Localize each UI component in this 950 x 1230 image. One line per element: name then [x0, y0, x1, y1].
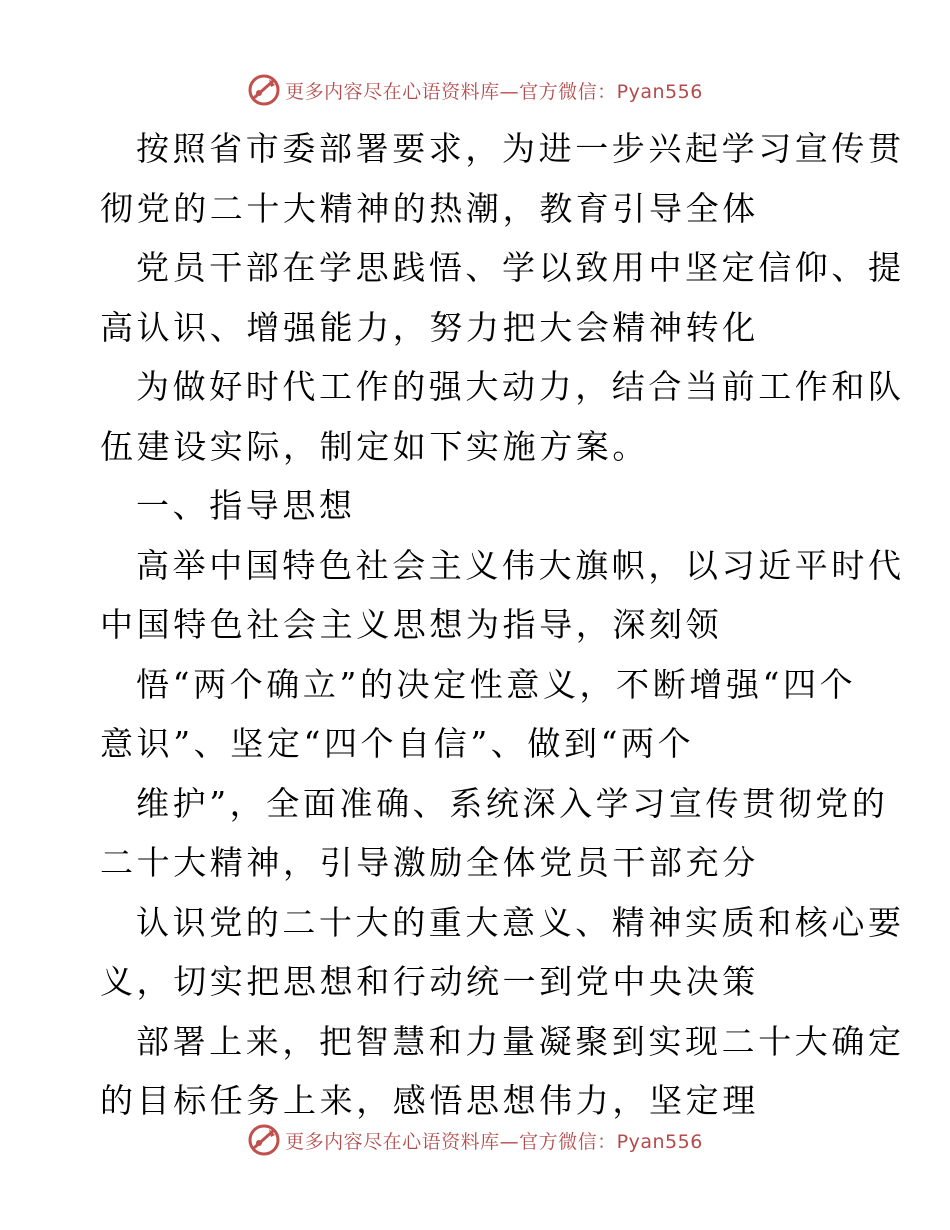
text-line: 部署上来，把智慧和力量凝聚到实现二十大确定 [136, 1021, 905, 1061]
text-line: 意识”、坚定“四个自信”、做到“两个 [100, 724, 695, 763]
text-line: 党员干部在学思践悟、学以致用中坚定信仰、提 [136, 248, 905, 287]
section-heading: 一、指导思想 [136, 486, 356, 525]
text-line: 二十大精神，引导激励全体党员干部充分 [100, 843, 759, 882]
footer-watermark [0, 1120, 950, 1160]
text-line: 悟“两个确立”的决定性意义，不断增强“四个 [136, 664, 857, 704]
watermark-text: 更多内容尽在心语资料库—官方微信：Pyan556 [285, 80, 703, 103]
watermark-text: 更多内容尽在心语资料库—官方微信：Pyan556 [285, 1130, 703, 1153]
header-watermark [0, 70, 950, 110]
text-line: 伍建设实际，制定如下实施方案。 [100, 426, 649, 466]
text-line: 高举中国特色社会主义伟大旗帜，以习近平时代 [136, 545, 905, 585]
text-line: 按照省市委部署要求，为进一步兴起学习宣传贯 [136, 129, 905, 168]
text-line: 中国特色社会主义思想为指导，深刻领 [100, 605, 723, 644]
watermark-logo-icon [247, 73, 281, 107]
text-line: 为做好时代工作的强大动力，结合当前工作和队 [136, 367, 905, 406]
text-line: 义，切实把思想和行动统一到党中央决策 [100, 962, 759, 1001]
watermark-logo-icon [247, 1123, 281, 1157]
text-line: 高认识、增强能力，努力把大会精神转化 [100, 307, 759, 347]
text-line: 彻党的二十大精神的热潮，教育引导全体 [100, 188, 759, 228]
document-body [100, 119, 905, 1131]
text-line: 的目标任务上来，感悟思想伟力，坚定理 [100, 1081, 759, 1120]
text-line: 认识党的二十大的重大意义、精神实质和核心要 [136, 902, 905, 942]
text-line: 维护”，全面准确、系统深入学习宣传贯彻党的 [136, 783, 889, 823]
